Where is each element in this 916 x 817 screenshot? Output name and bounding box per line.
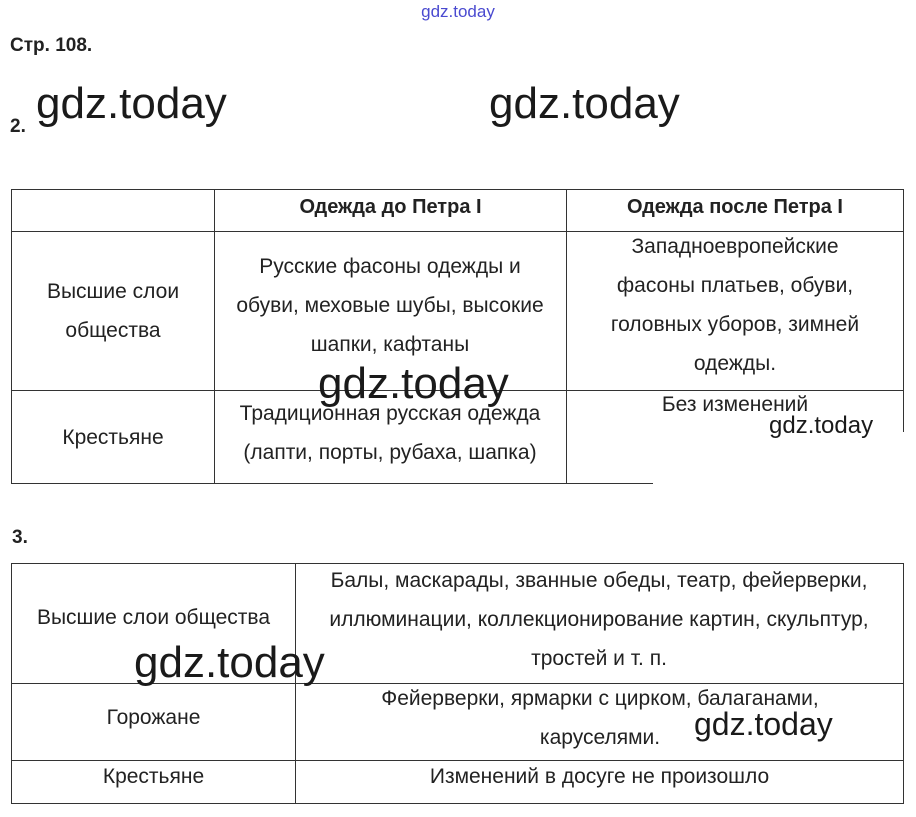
task2-row-before: Русские фасоны одежды и обуви, меховые шубы, высокие шапки, кафтаны — [236, 254, 544, 356]
task2-row-after: Западноевропейские фасоны платьев, обуви, головных уборов, зимней одежды. — [610, 235, 860, 375]
task3-row-label: Высшие слои общества — [36, 605, 271, 629]
watermark: gdz.today — [694, 706, 833, 742]
top-watermark: gdz.today — [421, 2, 495, 21]
task2-number: 2. — [10, 116, 26, 137]
watermark: gdz.today — [769, 412, 874, 439]
watermark: gdz.today — [134, 638, 325, 687]
watermark: gdz.today — [489, 79, 680, 128]
task2-row-label: Высшие слои общества — [46, 280, 180, 342]
task3-row-label: Горожане — [106, 705, 201, 729]
watermark: gdz.today — [318, 359, 509, 408]
task3-row-label: Крестьяне — [102, 765, 205, 788]
task3-row-value: Изменений в досуге не произошло — [429, 765, 770, 788]
task3-number: 3. — [12, 527, 28, 548]
task2-row-label: Крестьяне — [62, 425, 164, 449]
task2-row-before: Традиционная русская одежда (лапти, порты, рубаха, шапка) — [239, 402, 541, 464]
task2-header-before: Одежда до Петра I — [299, 196, 482, 218]
task3-row-value: Фейерверки, ярмарки с цирком, балаганами, каруселями. — [381, 687, 819, 749]
task3-row-value: Балы, маскарады, званные обеды, театр, фейерверки, иллюминации, коллекционирование картин, скульптур, тростей и т. п. — [329, 568, 869, 670]
task2-row-after: Без изменений — [661, 393, 809, 416]
task2-header-after: Одежда после Петра I — [627, 196, 843, 218]
page-title: Стр. 108. — [10, 35, 93, 56]
watermark: gdz.today — [36, 79, 227, 128]
task2-header-empty — [12, 190, 214, 231]
